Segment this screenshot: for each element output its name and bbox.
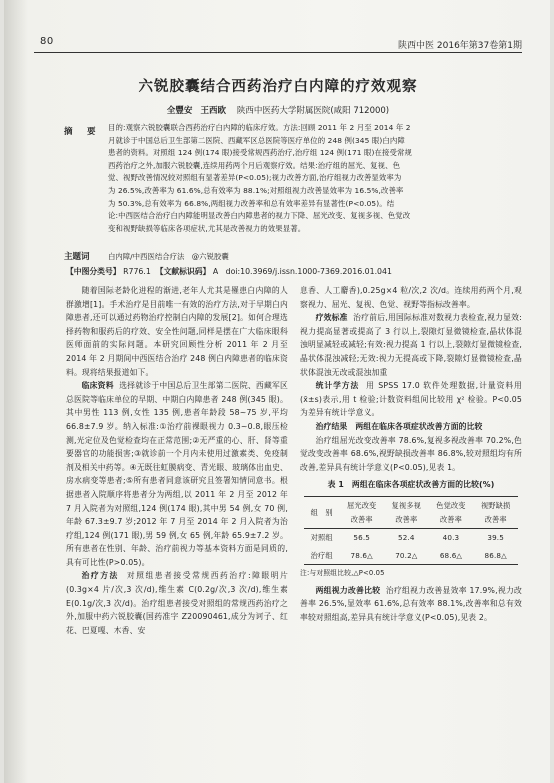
section-text: 对照组患者接受常规西药治疗:障眼明片(0.3g×4 片/次,3 次/d),维生素 C(0.2g/次,3 次/d),维生素 E(0.1g/次,3 次/d)。治疗组患者接受对照组的常规西药治疗之外,加服中药六锐胶囊(国药准字 Z20090461,成分为诃子、红花、巴夏嘎、木香、安	[66, 571, 288, 635]
table-row	[304, 547, 518, 565]
table-header: 视野缺损 改善率	[480, 500, 511, 524]
efficacy-criteria-paragraph	[300, 311, 522, 379]
table-cell: 78.6△	[350, 550, 373, 560]
abstract-line: 觉、视野改善情况较对照组有显著差异(P<0.05);视力改善方面,治疗组视力改善显效率为	[108, 173, 402, 183]
table-cell: 86.8△	[484, 550, 507, 560]
section-text: 治疗前后,用国际标准对数视力表检查,视力显效:视力提高显著或提高了 3 行以上,裂隙灯显微镜检查,晶状体混浊明显减轻或减轻;有效:视力提高 1 行以上,裂隙灯显微镜检查,晶状体混浊减轻;无效:视力无提高或下降,裂隙灯显微镜检查,晶状体混浊无改或混浊加重	[300, 313, 522, 377]
table-cell: 56.5	[353, 533, 370, 543]
journal-header: 陕西中医 2016年第37卷第1期	[398, 41, 522, 51]
table-cell: 对照组	[310, 533, 333, 543]
left-column	[66, 284, 288, 637]
table-cell: 52.4	[398, 533, 415, 543]
section-text: 用 SPSS 17.0 软件处理数据,计量资料用(x̄±s)表示,用 t 检验;计数资料组间比较用 χ² 检验。P<0.05 为差异有统计学意义。	[300, 381, 523, 418]
table-header: 组 别	[310, 507, 333, 517]
keywords: 白内障/中西医结合疗法 @六锐胶囊	[108, 252, 229, 261]
keywords-label: 主题词	[64, 252, 90, 262]
table-cell: 40.3	[442, 533, 460, 543]
results-heading: 治疗结果 两组在临床各项症状改善方面的比较	[315, 421, 483, 431]
abstract-line: 论:中西医结合治疗白内障能明显改善白内障患者的视力下降、屈光改变、复视多视、色觉改	[108, 211, 411, 221]
section-text: 选择就诊于中国总后卫生部第二医院、西藏军区总医院等临床单位的早期、中期白内障患者 248 例(345 眼)。其中男性 113 例,女性 135 例,患者年龄段 58~75 岁,平均 66.8±7.9 岁。纳入标准:①治疗前裸眼视力 0.3~0.8,眼压检测,光定位及色觉检查均在正常范围;②无严重的心、肝、肾等重要器官的功能损害;③就诊前一个月内未使用过激素类、免疫制剂及相关中药等。④无既往虹膜病变、青光眼、玻璃体出血史、房水病变等患者;⑤所有患者同意该研究且签署知情同意书。根据患者入院顺序将患者分为两组,以 2011 年 2 月至 2012 年 7 月入院者为对照组,124 例(174 眼),其中男 54 例,女 70 例,年龄 67.3±9.7 岁;2012 年 7 月至 2014 年 2 月入院者为治疗组,124 例(171 眼),男 59 例,女 65 例,年龄 65.9±7.2 岁。所有患者在性别、年龄、治疗前视力等基本资料方面是同质的,具有可比性(P>0.05)。	[66, 381, 288, 567]
journal-page	[4, 0, 550, 783]
header-rule	[34, 52, 522, 53]
table-note: 注:与对照组比较,△P<0.05	[300, 569, 385, 578]
author-line	[34, 104, 522, 116]
table-header: 色觉改变 改善率	[436, 500, 466, 524]
clinical-data-paragraph	[66, 379, 288, 569]
table-cell: 68.6△	[439, 550, 463, 560]
abstract-line: 患者的资料。对照组 124 例(174 眼)接受常规西药治疗,治疗组 124 例(171 眼)在接受常规	[108, 148, 412, 158]
section-heading: 两组视力改善比较	[315, 585, 381, 595]
results-paragraph: 治疗组屈光改变改善率 78.6%,复视多视改善率 70.2%,色觉改变改善率 68.6%,视野缺损改善率 86.8%,较对照组均有所改善,差异具有统计学意义(P<0.05),见表 1。	[300, 435, 522, 472]
section-heading: 临床资料	[81, 381, 114, 391]
abstract-body	[108, 122, 522, 235]
section-heading: 统计学方法	[315, 381, 360, 391]
table-header: 屈光改变 改善率	[347, 500, 377, 524]
continued-paragraph: 息香、人工麝香),0.25g×4 粒/次,2 次/d。连续用药两个月,观察视力、屈光、复视、色觉、视野等指标改善率。	[300, 286, 522, 309]
vision-paragraph	[300, 584, 522, 625]
results-table	[304, 496, 518, 565]
abstract-line: 目的:观察六锐胶囊联合西药治疗白内障的临床疗效。方法:回顾 2011 年 2 月至 2014 年 2	[108, 123, 411, 132]
doc-code: A	[212, 267, 219, 276]
abstract-line: 为 50.3%,总有效率为 66.8%,两组视力改善率和总有效率差异有显著性(P<0.05)。结	[108, 198, 395, 208]
intro-paragraph: 随着国际老龄化进程的渐进,老年人尤其是罹患白内障的人群激增[1]。手术治疗是目前唯一有效的治疗方法,对于早期白内障患者,还可以通过药物治疗控制白内障的发展[2]。如何合理选择药物和服药后的疗效、安全性问题,同样是摆在广大临床眼科医师面前的实际问题。本研究回顾性分析 2011 年 2 月至 2014 年 2 月期间中西医结合治疗 248 例白内障患者的临床资料。现将结果报道如下。	[66, 286, 288, 377]
statistics-paragraph	[300, 379, 522, 420]
table-cell: 39.5	[487, 533, 504, 543]
abstract-line: 西药治疗之外,加服六锐胶囊,连续用药两个月后观察疗效。结果:治疗组的屈光、复视、色	[108, 160, 401, 170]
table-row	[304, 529, 518, 547]
table-header: 复视多视 改善率	[391, 500, 422, 524]
right-column	[300, 284, 522, 625]
treatment-paragraph	[66, 569, 288, 637]
article-title: 六锐胶囊结合西药治疗白内障的疗效观察	[138, 79, 418, 95]
abstract-label: 摘 要	[64, 127, 99, 137]
classification-line	[66, 266, 516, 277]
clc-code: R776.1	[123, 267, 151, 276]
abstract-line: 月就诊于中国总后卫生部第二医院、西藏军区总医院等医疗单位的 248 例(345 眼)白内障	[108, 135, 405, 145]
page-number: 80	[40, 36, 54, 47]
abstract-line: 变和视野缺损等临床各项症状,尤其是改善视力的效果显著。	[108, 223, 306, 233]
clc-label: 【中图分类号】	[66, 267, 121, 276]
author-affiliation: 陕西中医药大学附属医院(咸阳 712000)	[236, 106, 390, 116]
section-heading: 治疗方法	[81, 571, 119, 581]
doc-code-label: 【文献标识码】	[155, 267, 211, 276]
abstract-line: 为 26.5%,改善率为 61.6%,总有效率为 88.1%;对照组视力改善显效率为 16.5%,改善率	[108, 185, 404, 195]
section-heading: 疗效标准	[315, 313, 348, 323]
table-caption: 表 1 两组在临床各项症状改善方面的比较(%)	[327, 480, 495, 490]
author-name: 王西欧	[200, 106, 227, 116]
doi: doi:10.3969/j.issn.1000-7369.2016.01.041	[225, 267, 392, 276]
author-name: 全豐安	[166, 106, 193, 116]
section-text: 治疗组视力改善显效率 17.9%,视力改善率 26.5%,显效率 61.6%,总有效率 88.1%,改善率和总有效率较对照组高,差异具有统计学意义(P<0.05),见表 2。	[300, 585, 522, 623]
table-cell: 70.2△	[395, 550, 418, 560]
table-cell: 治疗组	[310, 550, 333, 560]
